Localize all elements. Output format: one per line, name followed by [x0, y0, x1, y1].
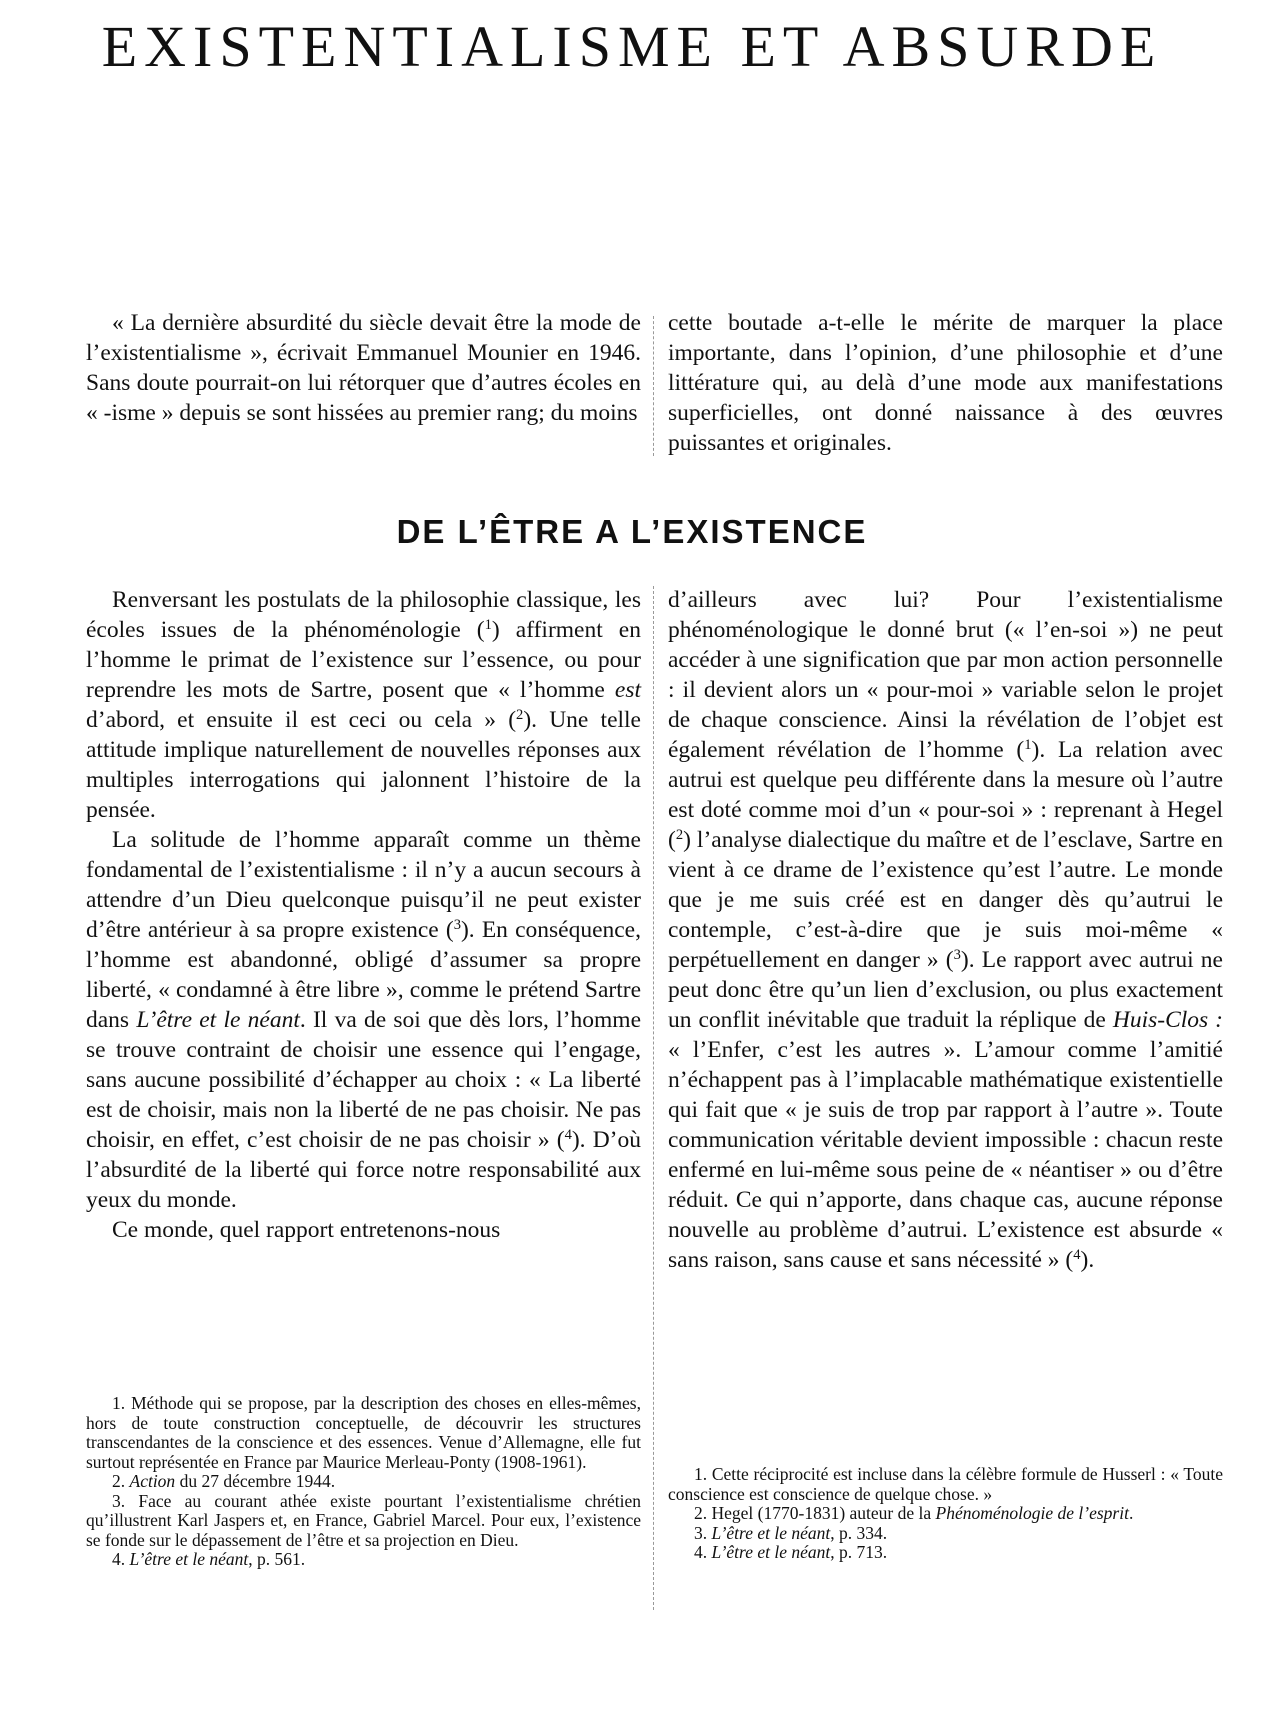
body-left-column [86, 585, 641, 1245]
text-run: d’ailleurs avec lui? Pour l’existentialisme phénoménologique le donné brut (« l’en-soi ») ne peut accéder à une signification que par mon action personnelle : il devient alors un « pour-moi » variable selon le projet de chaque conscience. Ainsi la révélation de l’objet est également révélation de l’homme ( [668, 587, 1223, 763]
italic-run: Action [129, 1471, 176, 1491]
footnote-4 [668, 1543, 1223, 1563]
italic-run: L’être et le néant [129, 1549, 249, 1569]
note-ref: 4 [564, 1127, 572, 1143]
footnote-number: 2. [112, 1471, 130, 1491]
footnote-2 [86, 1472, 641, 1492]
footnote-number: 4. [694, 1542, 712, 1562]
text-run: . [1128, 1503, 1134, 1523]
text-run: du 27 décembre 1944. [175, 1471, 336, 1491]
footnote-4 [86, 1550, 641, 1570]
note-ref: 2 [675, 827, 684, 843]
note-ref: 4 [1073, 1247, 1081, 1263]
text-run: , p. 334. [830, 1522, 888, 1543]
text-run: , p. 561. [248, 1549, 306, 1569]
intro-paragraph-left: « La dernière absurdité du siècle devait être la mode de l’existentialisme », écrivait Emmanuel Mounier en 1946. Sans doute pourrait-on lui rétorquer que d’autres écoles en « -isme » depuis se sont hissées au premier rang; du moins [86, 310, 641, 426]
body-right-column [668, 585, 1223, 1275]
italic-run: est [614, 677, 641, 703]
intro-left-column [86, 308, 641, 428]
text-run: ) affirment en l’homme le primat de l’existence sur l’essence, ou pour reprendre les mots de Sartre, posent que « l’homme [86, 617, 641, 703]
note-ref: 3 [953, 947, 961, 963]
italic-run: L’être et le néant [711, 1542, 831, 1562]
text-run: ). Le rapport avec autrui ne peut donc être qu’un lien d’exclusion, ou plus exactement un conflit inévitable que traduit la réplique de [668, 947, 1223, 1033]
text-run: ). D’où l’absurdité de la liberté qui force notre responsabilité aux yeux du monde. [86, 1127, 642, 1213]
text-run: Renversant les postulats de la philosophie classique, les écoles issues de la phénoménologie ( [86, 587, 641, 643]
text-run: Hegel (1770-1831) auteur de la [711, 1503, 936, 1523]
intro-paragraph-right: cette boutade a-t-elle le mérite de marquer la place importante, dans l’opinion, d’une philosophie et d’une littérature qui, au delà d’une mode aux manifestations superficielles, ont donné naissance à des œuvres puissantes et originales. [668, 310, 1223, 456]
section-title: DE L’ÊTRE A L’EXISTENCE [396, 513, 868, 550]
italic-run: L’être et le néant [711, 1522, 831, 1543]
text-run: , p. 713. [830, 1542, 888, 1562]
text-run: ). [1080, 1247, 1095, 1273]
note-ref: 1 [484, 617, 492, 633]
footnote-3: 3. Face au courant athée existe pourtant l’existentialisme chrétien qu’illustrent Karl Jaspers et, en France, Gabriel Marcel. Pour eux, l’existence se fonde sur le dépassement de l’être et sa projection en Dieu. [86, 1490, 641, 1550]
text-run: « l’Enfer, c’est les autres ». L’amour comme l’amitié n’échappent pas à l’implacable mathématique existentielle qui fait que « je suis de trop par rapport à l’autre ». Toute communication véritable devient impossible : chacun reste enfermé en lui-même sous peine de « néantiser » ou d’être réduit. Ce qui n’apporte, dans chaque cas, aucune réponse nouvelle au problème d’autrui. L’existence est absurde « sans raison, sans cause et sans nécessité » ( [668, 1037, 1223, 1273]
body-paragraph-1 [86, 585, 641, 825]
footnotes-right [668, 1465, 1223, 1563]
page-title: EXISTENTIALISME ET ABSURDE [101, 14, 1163, 79]
italic-run: L’être et le néant [136, 1007, 300, 1033]
column-divider-top [653, 316, 654, 456]
body-paragraph-3: Ce monde, quel rapport entretenons-nous [112, 1217, 501, 1243]
footnote-number: 3. [694, 1522, 712, 1543]
column-divider-body [653, 586, 654, 1610]
body-paragraph-right [668, 585, 1223, 1275]
italic-run: Huis-Clos : [1112, 1007, 1223, 1033]
body-paragraph-2 [86, 825, 641, 1215]
text-run: ). En conséquence, l’homme est abandonné, obligé d’assumer sa propre liberté, « condamné à être libre », comme le prétend Sartre dans [86, 917, 641, 1033]
note-ref: 1 [1024, 737, 1032, 753]
note-ref: 2 [516, 707, 524, 723]
text-run: ) l’analyse dialectique du maître et de l’esclave, Sartre en vient à ce drame de l’existence qu’est l’autre. Le monde que je me suis créé est en danger dès qu’autrui le contemple, c’est-à-dire que je suis moi-même « perpétuellement en danger » ( [668, 827, 1223, 973]
text-run: d’abord, et ensuite il est ceci ou cela » ( [86, 707, 517, 733]
text-run: ). Une telle attitude implique naturellement de nouvelles réponses aux multiples interrogations qui jalonnent l’histoire de la pensée. [86, 707, 641, 823]
text-run: . Il va de soi que dès lors, l’homme se trouve contraint de choisir une essence qui l’engage, sans aucune possibilité d’échapper au choix : « La liberté est de choisir, mais non la liberté de ne pas choisir. Ne pas choisir, en effet, c’est choisir de ne pas choisir » ( [86, 1007, 641, 1153]
footnote-3 [668, 1524, 1223, 1544]
footnote-number: 4. [112, 1549, 130, 1569]
footnotes-left [86, 1394, 641, 1570]
text-run: ). La relation avec autrui est quelque peu différente dans la mesure où l’autre est doté comme moi d’un « pour-soi » : reprenant à Hegel ( [668, 737, 1223, 853]
footnote-number: 2. [694, 1503, 712, 1523]
footnote-1: 1. Cette réciprocité est incluse dans la célèbre formule de Husserl : « Toute conscience est conscience de quelque chose. » [668, 1464, 1223, 1504]
text-run: La solitude de l’homme apparaît comme un thème fondamental de l’existentialisme : il n’y a aucun secours à attendre d’un Dieu quelconque puisqu’il ne peut exister d’être antérieur à sa propre existence ( [86, 827, 641, 943]
footnote-1: 1. Méthode qui se propose, par la description des choses en elles-mêmes, hors de toute construction conceptuelle, de découvrir les structures transcendantes de la conscience et des essences. Venue d’Allemagne, elle fut surtout représentée en France par Maurice Merleau-Ponty (1908-1961). [86, 1393, 641, 1472]
intro-right-column [668, 308, 1223, 458]
note-ref: 3 [453, 917, 461, 933]
italic-run: Phénoménologie de l’esprit [935, 1503, 1129, 1523]
footnote-2 [668, 1504, 1223, 1524]
